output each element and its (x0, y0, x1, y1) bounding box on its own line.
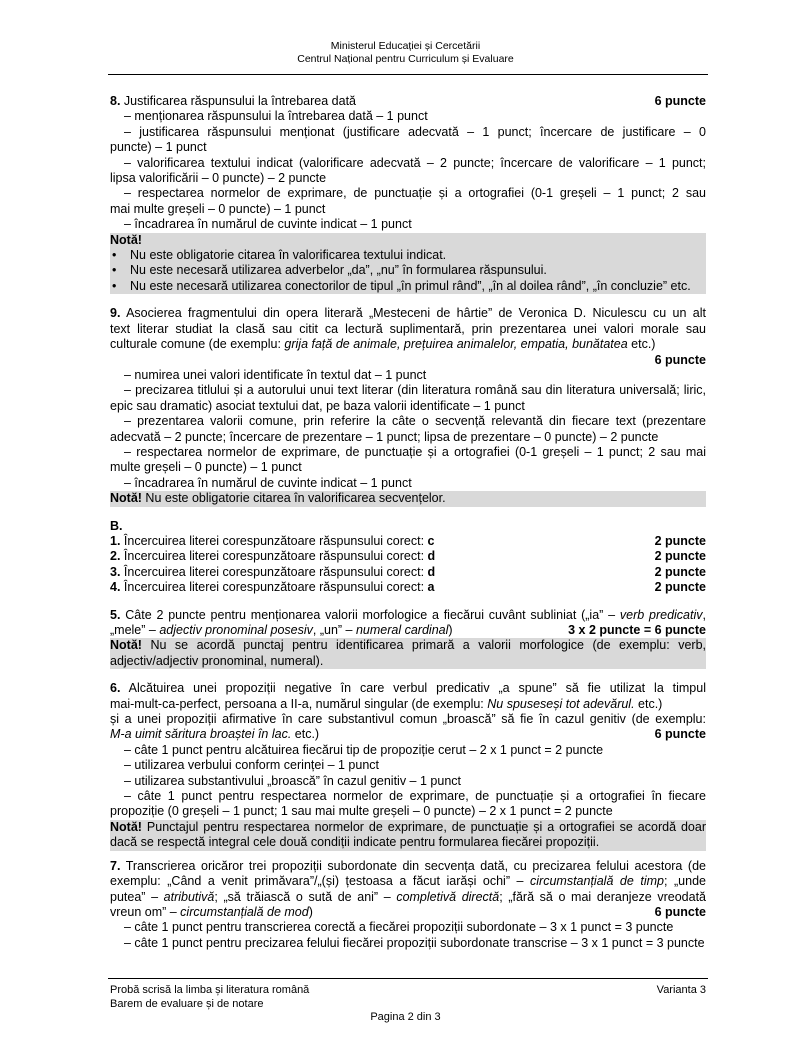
note-box (110, 233, 706, 295)
criterion: – câte 1 punct pentru precizarea felului fiecărei propoziții subordonate transcrise – 3 x 1 punct = 3 puncte (124, 935, 705, 950)
criterion: – respectarea normelor de exprimare, de punctuație și a ortografiei (0-1 greșeli – 1 punct; 2 sau (124, 186, 706, 201)
footer-variant: Varianta 3 (656, 984, 706, 996)
criterion-cont: puncte) – 1 punct (110, 140, 207, 155)
answer-item: 3. Încercuirea literei corespunzătoare răspunsului corect: d 2 puncte (110, 564, 706, 579)
criterion-cont: multe greșeli – 0 puncte) – 1 punct (110, 460, 302, 475)
note-item: • Nu este obligatorie citarea în valorificarea textului indicat. (112, 248, 447, 263)
section-title: B. (110, 518, 123, 533)
page-header (0, 40, 811, 66)
criterion: – respectarea normelor de exprimare, de punctuație și a ortografiei (0-1 greșeli – 1 punct; 2 sau mai (124, 444, 706, 459)
criterion-cont: adecvată – 2 puncte; încercare de prezentare – 1 punct; lipsa de prezentare – 0 puncte) – 2 puncte (110, 429, 659, 444)
criterion: – câte 1 punct pentru transcrierea corectă a fiecărei propoziții subordonate – 3 x 1 punct = 3 puncte (124, 920, 674, 935)
criterion: – utilizarea verbului conform cerinței – 1 punct (124, 758, 379, 773)
question-text: text literar studiat la clasă sau citit ca lectură suplimentară, prin prezentarea unei valori morale sau (110, 321, 706, 336)
header-divider (108, 74, 708, 75)
page-number: Pagina 2 din 3 (370, 1011, 441, 1023)
criterion: – încadrarea în numărul de cuvinte indicat – 1 punct (124, 217, 412, 232)
footer-exam: Probă scrisă la limba și literatura română (110, 984, 310, 996)
document-body (110, 94, 706, 951)
question-points: 6 puncte (654, 904, 706, 919)
criterion: – prezentarea valorii comune, prin referire la câte o secvență relevantă din fiecare text (prezentare (124, 414, 706, 429)
note-box: Notă! Punctajul pentru respectarea normelor de exprimare, de punctuație și a ortografiei se acordă doar dacă se respectă integral cele două condiții indicate pentru formularea fiecărei propoziții. (110, 819, 706, 850)
question-8 (110, 94, 706, 294)
question-number: 9. (110, 306, 121, 321)
criterion: – numirea unei valori identificate în textul dat – 1 punct (124, 367, 427, 382)
criterion-cont: lipsa valorificării – 0 puncte) – 2 puncte (110, 171, 327, 186)
criterion: – valorificarea textului indicat (valorificare adecvată – 2 puncte; încercare de valorificare – 1 punct; (124, 155, 706, 170)
question-b5: 5. Câte 2 puncte pentru menționarea valorii morfologice a fiecărui cuvânt subliniat („ia” – verb predicativ, „mele” – adjectiv pronominal posesiv, „un” – numeral cardinal) 3 x 2 puncte = 6 puncte Notă! Nu se acordă punctaj pentru identificarea primară a valorii morfologice (de exemplu: verb, adjectiv/adjectiv pronominal, numeral). (110, 607, 706, 668)
answer-item: 2. Încercuirea literei corespunzătoare răspunsului corect: d 2 puncte (110, 549, 706, 564)
bullet-icon: • (112, 263, 117, 278)
header-ministry: Ministerul Educației și Cercetării (330, 40, 481, 52)
note-item: • Nu este necesară utilizarea adverbelor „da”, „nu” în formularea răspunsului. (112, 263, 547, 278)
question-title: Justificarea răspunsului la întrebarea dată (123, 94, 357, 108)
criterion: – menționarea răspunsului la întrebarea dată – 1 punct (124, 109, 428, 124)
question-number: 8. (110, 94, 121, 108)
criterion-cont: epic sau dramatic) asociat textului dat, pe baza valorii identificate – 1 punct (110, 398, 525, 413)
criterion-cont: mai multe greșeli – 0 puncte) – 1 punct (110, 201, 326, 216)
criterion: – precizarea titlului și a autorului unui text literar (din literatura română sau din literatura universală; liric, (124, 383, 706, 398)
bullet-icon: • (112, 248, 117, 263)
footer-divider (108, 978, 708, 979)
section-b (110, 519, 706, 596)
answer-item: 1. Încercuirea literei corespunzătoare răspunsului corect: c 2 puncte (110, 533, 706, 548)
note-box: Notă! Nu este obligatorie citarea în valorificarea secvențelor. (110, 491, 706, 506)
note-box: Notă! Nu se acordă punctaj pentru identificarea primară a valorii morfologice (de exemplu: verb, adjectiv/adjectiv pronominal, numeral). (110, 638, 706, 668)
question-points: 6 puncte (654, 94, 706, 108)
answer-item: 4. Încercuirea literei corespunzătoare răspunsului corect: a 2 puncte (110, 580, 706, 595)
header-center: Centrul Național pentru Curriculum și Evaluare (297, 53, 514, 65)
note-title: Notă! (110, 232, 142, 247)
question-9 (110, 306, 706, 506)
bullet-icon: • (112, 278, 117, 293)
note-item: • Nu este necesară utilizarea conectorilor de tipul „în primul rând”, „în al doilea rând”, „în concluzie” etc. (112, 278, 691, 293)
criterion: – câte 1 punct pentru alcătuirea fiecărui tip de propoziție cerut – 2 x 1 punct = 2 puncte (124, 742, 604, 757)
question-b6: 6. Alcătuirea unei propoziții negative în care verbul predicativ „a spune” să fie utilizat la timpul mai-mult-ca-perfect, persoana a II-a, numărul singular (de exemplu: Nu spuseseși tot adevărul. etc.) și a unei propoziții afirmative în care substantivul comun „broască” să fie în cazul genitiv (de exemplu: M-a uimit săritura broaștei în lac. etc.) 6 puncte – câte 1 punct pentru alcătuirea fiecărui tip de propoziție cerut – 2 x 1 punct = 2 puncte – utilizarea verbului conform cerinței – 1 punct – utilizarea substantivului „broască” în cazul genitiv – 1 punct – câte 1 punct pentru respectarea normelor de exprimare, de punctuație și a ortografiei în fiecare propoziție (0 greșeli – 1 punct; 1 sau mai multe greșeli – 0 puncte) – 2 x 1 punct = 2 puncte Notă! Punctajul pentru respectarea normelor de exprimare, de punctuație și a ortografiei se acordă doar dacă se respectă integral cele două condiții indicate pentru formularea fiecărei propoziții. (110, 681, 706, 850)
footer-doc: Barem de evaluare și de notare (110, 998, 264, 1010)
criterion-cont: propoziție (0 greșeli – 1 punct; 1 sau mai multe greșeli – 0 puncte) – 2 x 1 punct = 2 puncte (110, 804, 613, 819)
criterion: – utilizarea substantivului „broască” în cazul genitiv – 1 punct (124, 773, 461, 788)
question-points: 3 x 2 puncte = 6 puncte (568, 623, 706, 637)
criterion: – câte 1 punct pentru respectarea normelor de exprimare, de punctuație și a ortografiei în fiecare (124, 789, 706, 804)
question-points: 6 puncte (654, 727, 706, 742)
page-footer (110, 983, 706, 1011)
question-text: Asocierea fragmentului din opera literară „Mesteceni de hârtie” de Veronica D. Niculescu cu un alt (126, 306, 706, 321)
criterion: – justificarea răspunsului menționat (justificare adecvată – 1 punct; încercare de justificare – 0 (124, 124, 706, 139)
question-text: culturale comune (de exemplu: grija față de animale, prețuirea animalelor, empatia, bunătatea etc.) (110, 337, 656, 352)
question-b7: 7. Transcrierea oricăror trei propoziții subordonate din secvența dată, cu precizarea felului acestora (de exemplu: „Când a venit primăvara”/„(și) țestoasa a făcut iarăși ochi” – circumstanțială de timp; „unde putea” – atributivă; „să trăiască o sută de ani” – completivă directă; „fără să o mai deranjeze vreodată vreun om” – circumstanțială de mod) 6 puncte – câte 1 punct pentru transcrierea corectă a fiecărei propoziții subordonate – 3 x 1 punct = 3 puncte – câte 1 punct pentru precizarea felului fiecărei propoziții subordonate transcrise – 3 x 1 punct = 3 puncte (110, 858, 707, 950)
question-points: 6 puncte (654, 352, 706, 367)
criterion: – încadrarea în numărul de cuvinte indicat – 1 punct (124, 475, 412, 490)
